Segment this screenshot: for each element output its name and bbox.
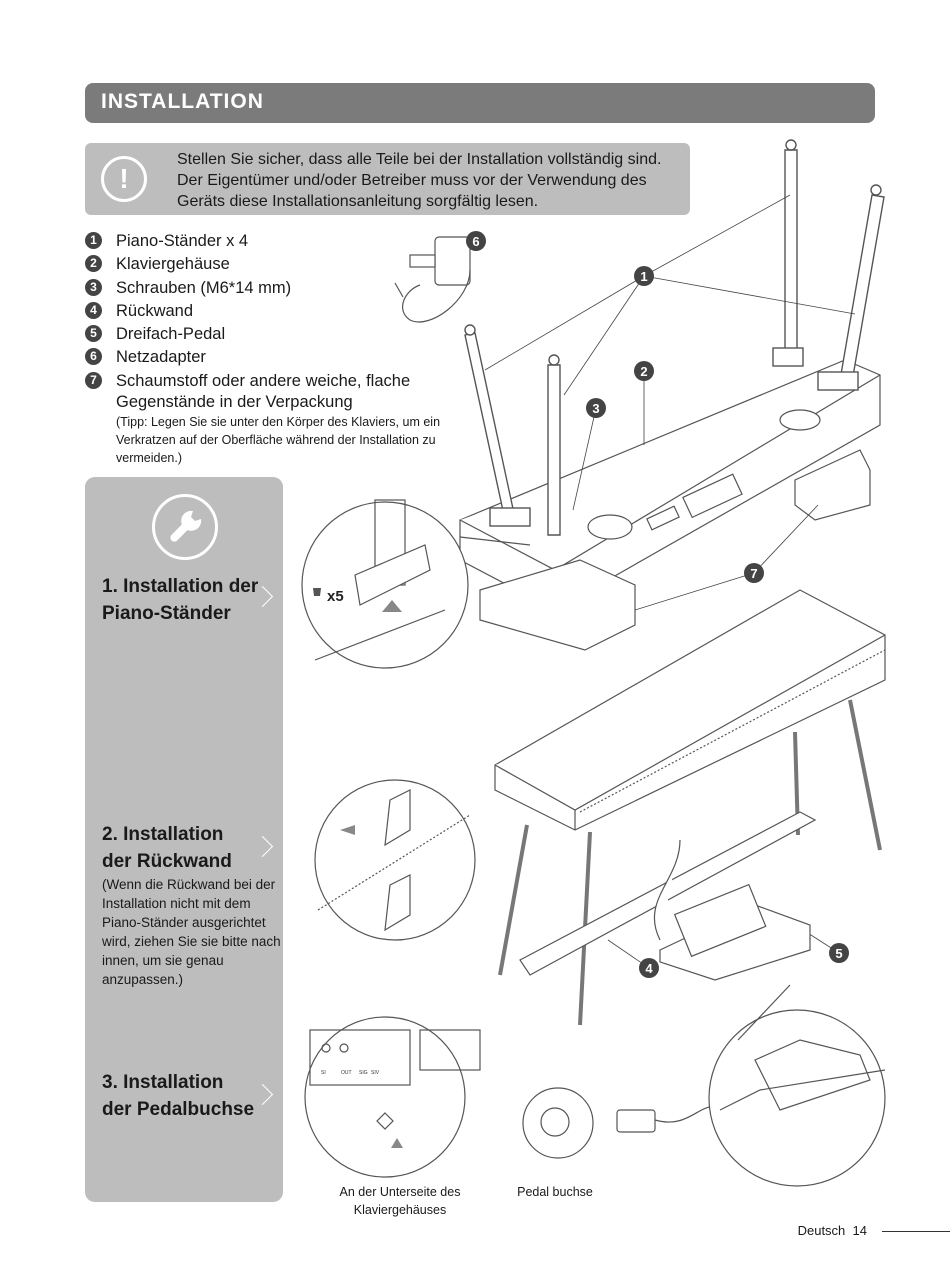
step-title-line: 1. Installation der bbox=[102, 576, 259, 597]
part-label: Rückwand bbox=[116, 301, 194, 320]
caption-jack: Pedal buchse bbox=[517, 1185, 593, 1199]
part-number: 1 bbox=[85, 232, 102, 249]
step-title-line: der Rückwand bbox=[102, 851, 232, 872]
detail-back-panel bbox=[315, 780, 475, 940]
callout-number: 4 bbox=[645, 961, 653, 976]
warning-line: Der Eigentümer und/oder Betreiber muss vor der Verwendung des bbox=[177, 172, 647, 189]
part-number: 3 bbox=[85, 279, 102, 296]
part-number: 7 bbox=[85, 372, 102, 389]
panel-label: SIV bbox=[371, 1070, 380, 1076]
detail-pedals bbox=[709, 985, 885, 1186]
pedal-jack-connector-icon bbox=[523, 1088, 720, 1158]
callout-number: 5 bbox=[835, 946, 843, 961]
panel-label: OUT bbox=[341, 1070, 352, 1076]
warning-line: Stellen Sie sicher, dass alle Teile bei der Installation vollständig sind. bbox=[177, 151, 662, 168]
part-label-continued: Gegenstände in der Verpackung bbox=[116, 393, 353, 411]
step-title-line: 3. Installation bbox=[102, 1072, 224, 1093]
section-title: INSTALLATION bbox=[101, 90, 264, 113]
part-number: 5 bbox=[85, 325, 102, 342]
callout-number: 7 bbox=[750, 566, 758, 581]
step-title-line: 2. Installation bbox=[102, 824, 224, 845]
power-adapter-icon bbox=[395, 237, 470, 322]
screw-count: x5 bbox=[327, 588, 344, 605]
part-label: Netzadapter bbox=[116, 348, 206, 367]
part-number: 2 bbox=[85, 255, 102, 272]
step-2-note: (Wenn die Rückwand bei der Installation nicht mit dem Piano-Ständer ausgerichtet wird, ziehen Sie sie bitte nach innen, um sie genau anzupassen.) bbox=[102, 877, 281, 987]
step-title-line: der Pedalbuchse bbox=[102, 1099, 255, 1120]
part-label: Schrauben (M6*14 mm) bbox=[116, 278, 292, 297]
callout-number: 6 bbox=[472, 234, 480, 249]
panel-label: SI bbox=[321, 1070, 326, 1076]
panel-label: SIG bbox=[359, 1070, 368, 1076]
page-number: 14 bbox=[852, 1223, 867, 1238]
screw-icon bbox=[313, 588, 321, 596]
footer-language: Deutsch bbox=[797, 1223, 846, 1238]
exclamation-icon: ! bbox=[101, 156, 147, 202]
part-label: Schaumstoff oder andere weiche, flache bbox=[116, 371, 411, 390]
part-number: 4 bbox=[85, 302, 102, 319]
step-title-line: Piano-Ständer bbox=[102, 603, 231, 624]
footer-divider bbox=[882, 1231, 950, 1232]
callout-number: 3 bbox=[592, 401, 600, 416]
part-label: Dreifach-Pedal bbox=[116, 325, 226, 344]
callout-number: 2 bbox=[640, 364, 648, 379]
warning-line: Geräts diese Installationsanleitung sorgfältig lesen. bbox=[177, 193, 539, 210]
tip-text: (Tipp: Legen Sie sie unter den Körper des Klaviers, um ein Verkratzen auf der Oberfläche während der Installation zu vermeiden.) bbox=[116, 415, 441, 465]
caption-underside: An der Unterseite des Klaviergehäuses bbox=[339, 1185, 461, 1217]
part-label: Klaviergehäuse bbox=[116, 255, 230, 274]
callout-number: 1 bbox=[640, 269, 648, 284]
detail-pedal-jack bbox=[305, 1017, 480, 1177]
part-label: Piano-Ständer x 4 bbox=[116, 232, 249, 250]
part-number: 6 bbox=[85, 348, 102, 365]
page-footer bbox=[798, 1223, 867, 1238]
